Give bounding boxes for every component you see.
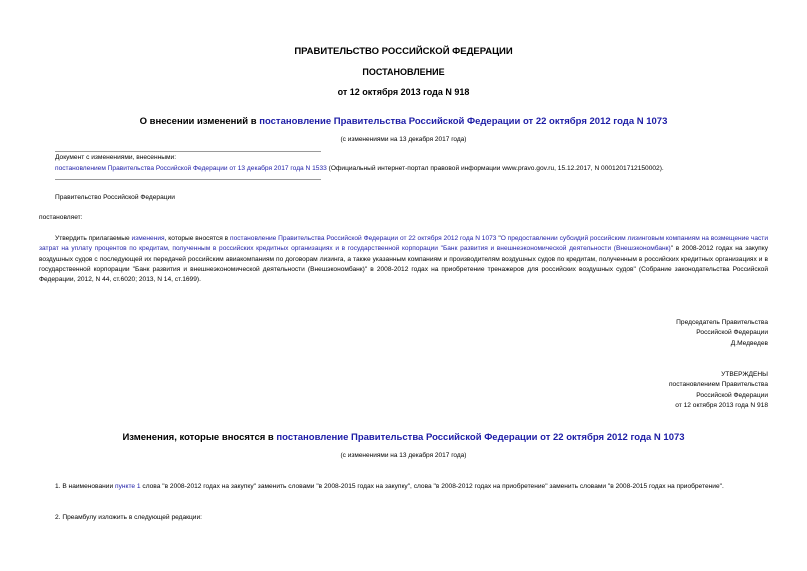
- signature-block: [676, 318, 768, 349]
- main-paragraph: [39, 234, 768, 285]
- title-prefix: О внесении изменений в: [139, 116, 260, 127]
- p1-text-d: " в 2008-2012 годах на закупку воздушных судов с последующей их передачей российским авиакомпаниям по договорам лизинга, а также указанным компаниям и производителям воздушных судов по кредитам, полученным в российских кредитных организациях и в государственной корпорации "Банк развития и внешнеэкономической деятельности (Внешэкономбанк)" в 2008-2012 годах на приобретение тренажеров для российских воздушных судов" (Собрание законодательства Российской Федерации, 2012, N 44, ст.6020; 2013, N 14, ст.1699).: [39, 245, 768, 284]
- p1-text-c: ": [496, 235, 501, 242]
- section-revision-note: (с изменениями на 13 декабря 2017 года): [340, 452, 467, 459]
- decree-1073-title-link[interactable]: О предоставлении субсидий российским лизинговым компаниям на возмещение части затрат на уплату процентов по кредитам, полученным в российских кредитных организациях и в государственной корпорации "Банк развития и внешнеэкономической деятельности (Внешэкономбанк): [39, 235, 769, 253]
- divider-top: [55, 151, 321, 152]
- signature-position: Председатель Правительства: [676, 319, 768, 326]
- approved-date: от 12 октября 2013 года N 918: [675, 401, 768, 409]
- approved-by: постановлением Правительства: [668, 381, 768, 389]
- changes-section-title: [0, 432, 807, 443]
- item-1: [39, 482, 768, 492]
- signature-country: Российской Федерации: [696, 329, 768, 337]
- item1-text-b: слова "в 2008-2012 годах на закупку" заменить словами "в 2008-2015 годах на закупку", слова "в 2008-2012 годах на приобретение" заменить словами "в 2008-2015 годах на приобретение".: [140, 483, 724, 490]
- government-subject: Правительство Российской Федерации: [55, 194, 175, 201]
- p1-text-a: Утвердить прилагаемые: [55, 235, 132, 242]
- p1-text-b: , которые вносятся в: [164, 235, 231, 242]
- changes-box-text: [55, 164, 770, 174]
- approval-block: [669, 370, 768, 411]
- decree-1073-link[interactable]: постановление Правительства Российской Федерации от 22 октября 2012 года N 1073: [230, 235, 497, 242]
- changes-link[interactable]: изменения: [131, 235, 165, 242]
- section-title-prefix: Изменения, которые вносятся в: [122, 432, 277, 443]
- document-title: [0, 116, 807, 127]
- amending-decree-link[interactable]: постановлением Правительства Российской Федерации от 13 декабря 2017 года N 1533: [55, 165, 327, 172]
- document-type: ПОСТАНОВЛЕНИЕ: [362, 67, 445, 77]
- approved-word: УТВЕРЖДЕНЫ: [721, 371, 768, 378]
- item1-text-a: 1. В наименовании: [55, 483, 115, 490]
- divider-bottom: [55, 179, 321, 180]
- title-revision-note: (с изменениями на 13 декабря 2017 года): [340, 136, 467, 143]
- changes-box-label: Документ с изменениями, внесенными:: [55, 154, 177, 161]
- approved-country: Российской Федерации: [696, 391, 768, 399]
- decrees-word: постановляет:: [39, 214, 83, 221]
- changes-box-source: (Официальный интернет-портал правовой информации www.pravo.gov.ru, 15.12.2017, N 0001201712150002).: [326, 165, 664, 172]
- signature-name: Д.Медведев: [730, 339, 768, 347]
- government-heading: ПРАВИТЕЛЬСТВО РОССИЙСКОЙ ФЕДЕРАЦИИ: [294, 46, 513, 57]
- section-decree-link[interactable]: постановление Правительства Российской Федерации от 22 октября 2012 года N 1073: [276, 432, 685, 443]
- clause-1-link[interactable]: пункте 1: [115, 483, 141, 490]
- document-date: от 12 октября 2013 года N 918: [337, 87, 470, 97]
- title-link[interactable]: постановление Правительства Российской Федерации от 22 октября 2012 года N 1073: [259, 116, 668, 127]
- item-2: 2. Преамбулу изложить в следующей редакции:: [55, 514, 203, 521]
